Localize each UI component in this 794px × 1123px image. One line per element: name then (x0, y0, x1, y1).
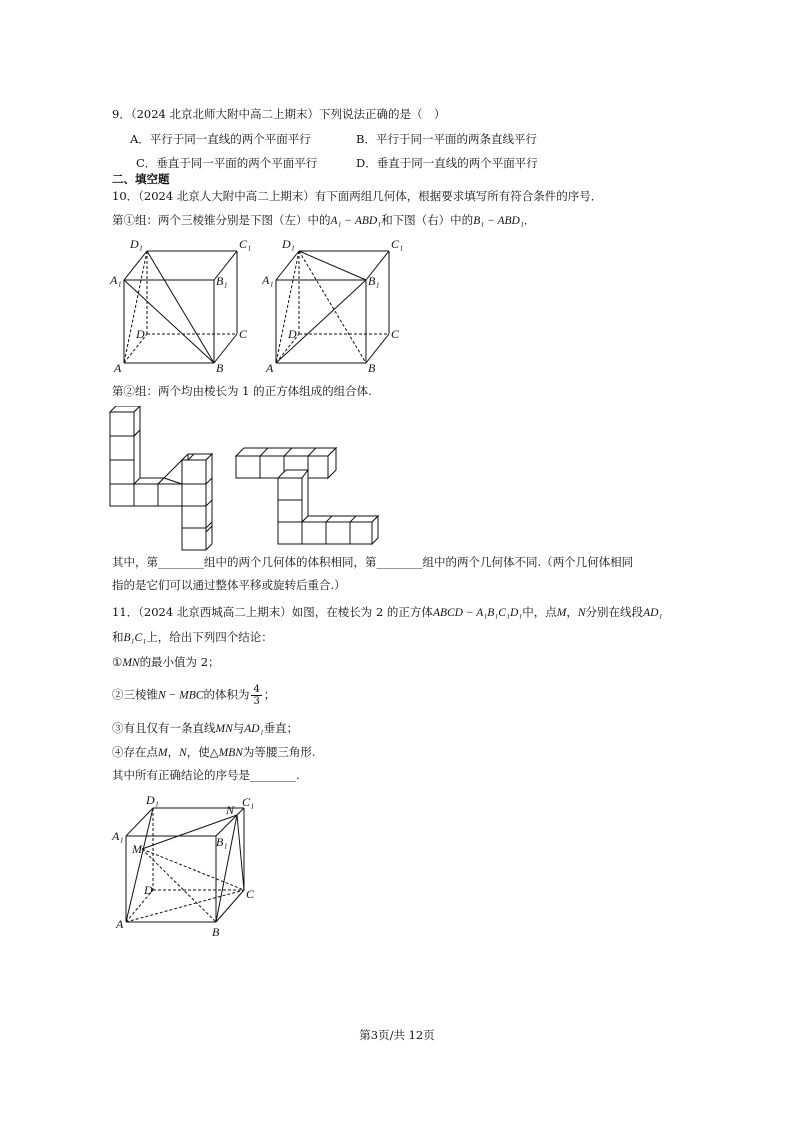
label-b1: B₁ (368, 274, 380, 288)
label-c1: C₁ (242, 795, 255, 809)
label-a1: A₁ (110, 273, 122, 287)
cube-figure-left (108, 234, 258, 376)
q9-option-a: A．平行于同一直线的两个平面平行 (130, 132, 311, 146)
label-m: M (132, 842, 142, 856)
cube-stack-left (106, 406, 216, 552)
q11-conclusion-3 (112, 720, 298, 737)
q9-option-b: B．平行于同一平面的两条直线平行 (356, 132, 537, 146)
q10-tetra-left: A₁ − ABD₁ (330, 215, 382, 227)
q10-group1-text: 第①组：两个三棱锥分别是下图（左）中的 (112, 213, 331, 227)
c2-var: N − MBC (158, 689, 204, 702)
label-a1: A₁ (112, 829, 124, 843)
label-a1: A₁ (262, 273, 274, 287)
label-c: C (239, 327, 248, 341)
c3-pre: ③有且仅有一条直线 (112, 721, 216, 735)
fraction-denominator: 3 (253, 696, 260, 707)
c4-var2: N (179, 747, 187, 759)
c1-post: 的最小值为 2； (139, 655, 220, 669)
page-footer: 第3页/共 12页 (359, 1028, 435, 1042)
fraction (251, 684, 261, 707)
label-c: C (246, 887, 255, 901)
q11-sep: ， (566, 605, 578, 619)
label-b: B (368, 361, 376, 375)
q10-group2: 第②组：两个均由棱长为 1 的正方体组成的组合体. (112, 384, 372, 398)
q10-tetra-right: B₁ − ABD₁ (473, 215, 524, 227)
q11-point-m: M (556, 607, 567, 619)
q10-group1-end: ． (523, 213, 536, 227)
label-b1: B₁ (216, 274, 228, 288)
q10-fill-line2: 指的是它们可以通过整体平移或旋转后重合.） (112, 578, 346, 592)
c4-var3: MBN (218, 747, 243, 759)
label-a: A (114, 361, 122, 375)
c4-post: 为等腰三角形. (242, 745, 316, 759)
c3-var2: AD₁ (244, 723, 264, 735)
q11-line2-post: 上，给出下列四个结论： (146, 630, 273, 644)
label-d1: D₁ (130, 237, 143, 251)
q11-seg2: B₁C₁ (123, 632, 147, 644)
q11-conclusion-4 (112, 744, 316, 761)
q11-point-n: N (577, 607, 586, 619)
c4-sep: ， (167, 745, 180, 759)
q10-fill-line: 其中，第________组中的两个几何体的体积相同，第________组中的两个几何体不同.（两个几何体相同 (112, 555, 634, 569)
q11-stem-post: 分别在线段 (585, 605, 644, 619)
c3-post: 垂直； (263, 721, 299, 735)
q11-line2-pre: 和 (112, 630, 124, 644)
c4-var1: M (158, 747, 168, 759)
c2-mid: 的体积为 (203, 687, 250, 702)
q10-group1-mid: 和下图（右）中的 (381, 213, 474, 227)
c3-mid: 与 (232, 721, 245, 735)
label-d: D (288, 327, 297, 341)
label-d1: D₁ (146, 793, 159, 807)
label-b1: B₁ (216, 835, 228, 849)
cube-stack-right (232, 446, 380, 546)
label-a: A (266, 361, 274, 375)
q11-conclusion-2 (112, 684, 275, 707)
c1-var: MN (122, 657, 140, 669)
q9-option-c: C．垂直于同一平面的两个平面平行 (136, 156, 318, 170)
section-title: 二、填空题 (112, 172, 170, 186)
label-d: D (144, 883, 153, 897)
label-d1: D₁ (282, 237, 295, 251)
q10-group1 (112, 212, 535, 229)
q11-ask: 其中所有正确结论的序号是________. (112, 768, 300, 782)
q9-stem: 9．（2024 北京北师大附中高二上期末）下列说法正确的是（ ） (112, 107, 446, 121)
fraction-numerator: 4 (253, 684, 260, 695)
c2-pre: ②三棱锥 (112, 687, 158, 702)
c2-post: ； (263, 687, 276, 702)
c4-pre: ④存在点 (112, 745, 158, 759)
label-d: D (136, 327, 145, 341)
q11-conclusion-1 (112, 654, 220, 671)
q11-seg1: AD₁ (643, 607, 663, 619)
c1-pre: ① (112, 655, 123, 669)
label-c: C (391, 327, 400, 341)
q11-stem (112, 604, 662, 621)
q11-cube-name: ABCD − A₁B₁C₁D₁ (432, 607, 523, 619)
label-a: A (116, 917, 124, 931)
c3-var1: MN (215, 723, 233, 735)
label-c1: C₁ (391, 237, 404, 251)
q11-line2 (112, 629, 273, 646)
q11-cube-figure (108, 790, 268, 938)
label-n: N (226, 803, 235, 817)
c4-mid: ，使△ (186, 745, 219, 759)
q9-option-d: D．垂直于同一直线的两个平面平行 (356, 156, 538, 170)
q11-stem-mid: 中，点 (522, 605, 557, 619)
label-b: B (212, 925, 220, 938)
label-c1: C₁ (239, 237, 252, 251)
cube-figure-right (262, 234, 412, 376)
q10-stem: 10．（2024 北京人大附中高二上期末）有下面两组几何体，根据要求填写所有符合条件的序号． (112, 189, 603, 203)
label-b: B (216, 361, 224, 375)
q11-stem-pre: 11．（2024 北京西城高二上期末）如图，在棱长为 2 的正方体 (112, 605, 433, 619)
